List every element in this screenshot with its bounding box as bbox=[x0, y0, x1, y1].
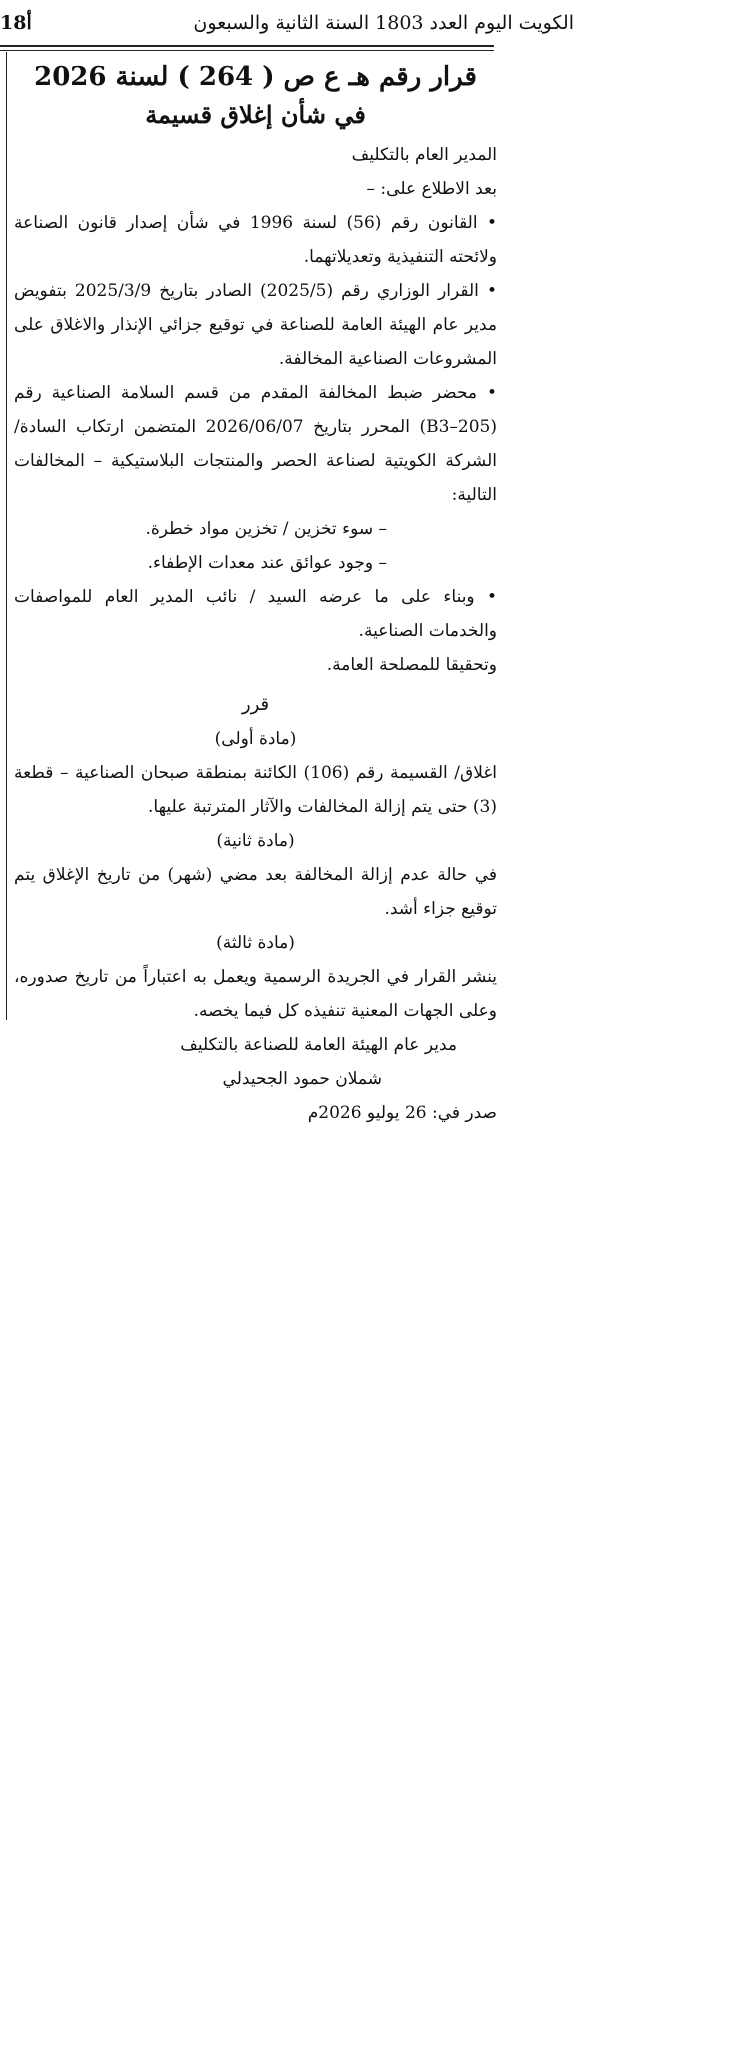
header-rule-thick bbox=[0, 45, 494, 47]
preamble-item-ministerial: • القرار الوزاري رقم (2025/5) الصادر بتاريخ 2025/3/9 بتفويض مدير عام الهيئة العامة للصناعة في توقيع جزائي الإنذار والاغلاق على المشروعات الصناعية المخالفة. bbox=[14, 281, 497, 369]
article-text-first: اغلاق/ القسيمة رقم (106) الكائنة بمنطقة صبحان الصناعية – قطعة (3) حتى يتم إزالة المخالفات والآثار المترتبة عليها. bbox=[14, 763, 497, 817]
preamble-item-report: • محضر ضبط المخالفة المقدم من قسم السلامة الصناعية رقم (B3–205) المحرر بتاريخ 2026/06/07 المتضمن ارتكاب السادة/ الشركة الكويتية لصناعة الحصر والمنتجات البلاستيكية – المخالفات التالية: bbox=[14, 383, 497, 505]
decree-subtitle: في شأن إغلاق قسيمة bbox=[145, 100, 366, 129]
article-heading-third: (مادة ثالثة) bbox=[216, 933, 295, 953]
header-rule-thin bbox=[0, 50, 494, 51]
column-divider bbox=[6, 52, 7, 1020]
preamble-item-recommendation: • وبناء على ما عرضه السيد / نائب المدير العام للمواصفات والخدمات الصناعية. bbox=[14, 587, 497, 641]
decision-word: قرر bbox=[241, 694, 270, 715]
issue-date: صدر في: 26 يوليو 2026م bbox=[307, 1103, 497, 1123]
signature-name: شملان حمود الجحيدلي bbox=[222, 1069, 382, 1089]
running-header: الكويت اليوم العدد 1803 السنة الثانية والسبعون bbox=[193, 12, 574, 34]
article-text-third: ينشر القرار في الجريدة الرسمية ويعمل به اعتباراً من تاريخ صدوره، وعلى الجهات المعنية تنفيذه كل فيما يخصه. bbox=[14, 967, 497, 1021]
decree-title: قرار رقم هـ ع ص ( 264 ) لسنة 2026 bbox=[34, 62, 477, 92]
preamble-intro: بعد الاطلاع على: – bbox=[366, 179, 497, 199]
article-heading-first: (مادة أولى) bbox=[214, 729, 297, 749]
violation-item: – وجود عوائق عند معدات الإطفاء. bbox=[147, 553, 387, 573]
article-heading-second: (مادة ثانية) bbox=[216, 831, 295, 851]
page-number: 18أ bbox=[0, 12, 32, 34]
article-text-second: في حالة عدم إزالة المخالفة بعد مضي (شهر) من تاريخ الإغلاق يتم توقيع جزاء أشد. bbox=[14, 865, 497, 919]
issuer-role: المدير العام بالتكليف bbox=[351, 145, 497, 165]
preamble-item-law: • القانون رقم (56) لسنة 1996 في شأن إصدار قانون الصناعة ولائحته التنفيذية وتعديلاتهما. bbox=[14, 213, 498, 267]
preamble-public-interest: وتحقيقا للمصلحة العامة. bbox=[326, 655, 497, 675]
signature-title: مدير عام الهيئة العامة للصناعة بالتكليف bbox=[180, 1035, 457, 1055]
decree-column bbox=[14, 52, 497, 1130]
violation-item: – سوء تخزين / تخزين مواد خطرة. bbox=[145, 519, 387, 539]
